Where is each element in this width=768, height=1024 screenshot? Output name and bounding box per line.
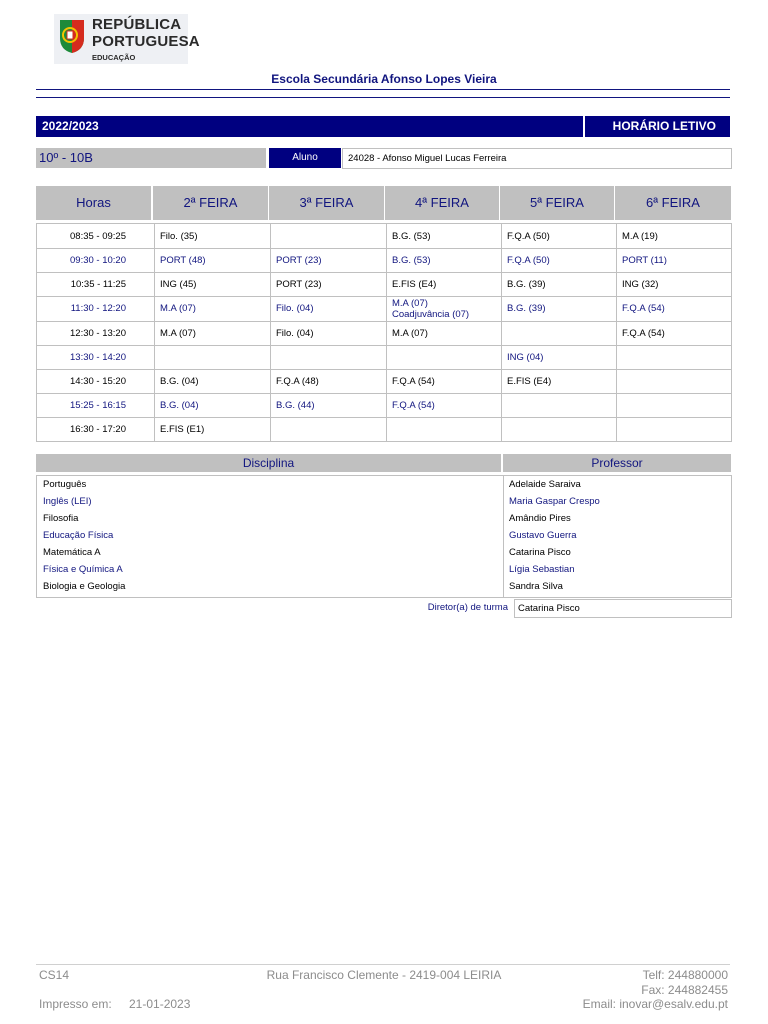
header-divider xyxy=(36,89,730,90)
discipline-name: Educação Física xyxy=(43,530,114,541)
schedule-cell: F.Q.A (54) xyxy=(622,303,665,314)
schedule-cell: M.A (07) xyxy=(392,328,428,339)
schedule-cell: PORT (11) xyxy=(622,255,667,266)
schedule-cell: F.Q.A (50) xyxy=(507,231,550,242)
class-director-value: Catarina Pisco xyxy=(514,599,732,618)
school-year: 2022/2023 xyxy=(42,119,99,133)
discipline-name: Português xyxy=(43,479,87,490)
schedule-cell: B.G. (04) xyxy=(160,400,199,411)
class-label: 10º - 10B xyxy=(36,148,266,168)
time-slot: 08:35 - 09:25 xyxy=(70,231,126,242)
schedule-title-bar xyxy=(36,116,730,137)
discipline-column-header: Disciplina xyxy=(36,454,501,472)
time-slot: 11:30 - 12:20 xyxy=(70,303,126,314)
schedule-title: HORÁRIO LETIVO xyxy=(612,119,716,133)
schedule-cell: ING (04) xyxy=(507,352,544,363)
time-slot: 14:30 - 15:20 xyxy=(70,376,126,387)
discipline-name: Matemática A xyxy=(43,547,101,558)
disciplines-table xyxy=(36,475,732,598)
schedule-cell: E.FIS (E1) xyxy=(160,424,205,435)
schedule-cell: M.A (07) xyxy=(160,303,196,314)
footer-address: Rua Francisco Clemente - 2419-004 LEIRIA xyxy=(266,968,502,982)
header-divider xyxy=(36,97,730,98)
weekday-column-header: 2ª FEIRA xyxy=(153,186,268,220)
time-slot: 09:30 - 10:20 xyxy=(70,255,126,266)
professor-name: Adelaide Saraiva xyxy=(509,479,581,490)
logo-line-2: PORTUGUESA xyxy=(92,33,200,50)
disciplines-header-row xyxy=(36,454,731,472)
footer-fax: Fax: 244882455 xyxy=(641,983,728,997)
footer-telf: Telf: 244880000 xyxy=(642,968,728,982)
school-name: Escola Secundária Afonso Lopes Vieira xyxy=(271,72,497,86)
schedule-cell: F.Q.A (50) xyxy=(507,255,550,266)
professor-name: Amândio Pires xyxy=(509,513,571,524)
time-slot: 16:30 - 17:20 xyxy=(70,424,126,435)
schedule-cell: Filo. (04) xyxy=(276,303,314,314)
schedule-cell: F.Q.A (54) xyxy=(392,400,435,411)
footer-printed-label: Impresso em: xyxy=(39,997,112,1011)
schedule-cell: F.Q.A (54) xyxy=(392,376,435,387)
discipline-name: Física e Química A xyxy=(43,564,123,575)
schedule-cell: F.Q.A (48) xyxy=(276,376,319,387)
discipline-name: Inglês (LEI) xyxy=(43,496,92,507)
schedule-cell: M.A (07) xyxy=(160,328,196,339)
weekday-column-header: 3ª FEIRA xyxy=(269,186,384,220)
hours-column-header: Horas xyxy=(36,186,151,220)
discipline-name: Filosofia xyxy=(43,513,79,524)
schedule-cell: B.G. (53) xyxy=(392,255,431,266)
footer-printed-date: 21-01-2023 xyxy=(129,997,191,1011)
schedule-cell: Filo. (35) xyxy=(160,231,198,242)
portugal-emblem-icon xyxy=(58,18,86,54)
schedule-header-row xyxy=(36,186,731,220)
schedule-cell: F.Q.A (54) xyxy=(622,328,665,339)
schedule-cell: B.G. (39) xyxy=(507,303,546,314)
class-director-label: Diretor(a) de turma xyxy=(427,602,508,613)
weekday-column-header: 4ª FEIRA xyxy=(385,186,499,220)
footer-email: Email: inovar@esalv.edu.pt xyxy=(582,997,728,1011)
professor-name: Gustavo Guerra xyxy=(509,530,577,541)
schedule-cell: M.A (07) Coadjuvância (07) xyxy=(392,298,470,320)
time-slot: 12:30 - 13:20 xyxy=(70,328,126,339)
footer-code: CS14 xyxy=(39,968,70,982)
schedule-grid xyxy=(36,223,732,442)
schedule-cell: PORT (48) xyxy=(160,255,206,266)
professor-column-header: Professor xyxy=(503,454,731,472)
schedule-cell: PORT (23) xyxy=(276,279,322,290)
logo-line-1: REPÚBLICA xyxy=(92,16,182,33)
schedule-cell: E.FIS (E4) xyxy=(507,376,552,387)
discipline-name: Biologia e Geologia xyxy=(43,581,126,592)
time-slot: 15:25 - 16:15 xyxy=(70,400,126,411)
weekday-column-header: 5ª FEIRA xyxy=(500,186,614,220)
professor-name: Sandra Silva xyxy=(509,581,563,592)
schedule-cell: ING (45) xyxy=(160,279,197,290)
schedule-cell: B.G. (44) xyxy=(276,400,315,411)
professor-name: Maria Gaspar Crespo xyxy=(509,496,600,507)
schedule-cell: M.A (19) xyxy=(622,231,658,242)
schedule-cell: B.G. (53) xyxy=(392,231,431,242)
professor-name: Catarina Pisco xyxy=(509,547,571,558)
schedule-cell: E.FIS (E4) xyxy=(392,279,437,290)
student-value: 24028 - Afonso Miguel Lucas Ferreira xyxy=(342,148,732,169)
student-label: Aluno xyxy=(269,148,341,168)
time-slot: 13:30 - 14:20 xyxy=(70,352,126,363)
footer-divider xyxy=(36,964,730,965)
weekday-column-header: 6ª FEIRA xyxy=(615,186,731,220)
schedule-cell: PORT (23) xyxy=(276,255,322,266)
schedule-cell: Filo. (04) xyxy=(276,328,314,339)
logo-subtitle: EDUCAÇÃO xyxy=(92,53,136,62)
professor-name: Lígia Sebastian xyxy=(509,564,575,575)
schedule-cell: B.G. (39) xyxy=(507,279,546,290)
schedule-cell: B.G. (04) xyxy=(160,376,199,387)
republica-portuguesa-logo xyxy=(54,14,200,64)
schedule-cell: ING (32) xyxy=(622,279,659,290)
time-slot: 10:35 - 11:25 xyxy=(70,279,126,290)
